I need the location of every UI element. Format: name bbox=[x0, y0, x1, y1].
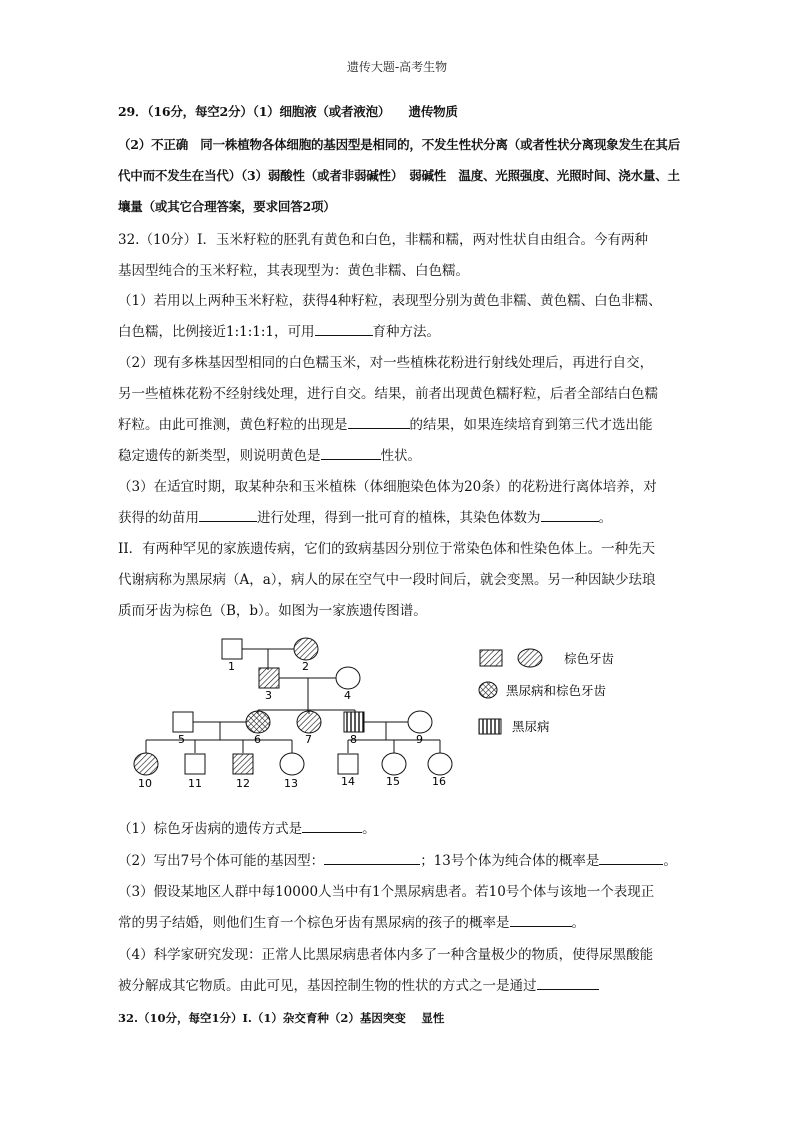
individual-2-female-brown-teeth bbox=[294, 638, 318, 660]
label-14: 14 bbox=[341, 775, 355, 788]
legend-brown-teeth-male-symbol bbox=[480, 650, 502, 666]
individual-16-female bbox=[428, 753, 452, 775]
q32-ii-sub3-post: 。 bbox=[571, 915, 585, 931]
individual-14-male bbox=[338, 754, 358, 774]
label-1: 1 bbox=[228, 660, 235, 673]
label-4: 4 bbox=[344, 689, 351, 702]
q32-part2-text-pre: 籽粒。由此可推测，黄色籽粒的出现是 bbox=[118, 417, 348, 433]
answer-blank[interactable] bbox=[541, 506, 599, 522]
pedigree-chart bbox=[118, 630, 638, 800]
label-15: 15 bbox=[386, 775, 400, 788]
answer-blank[interactable] bbox=[199, 506, 257, 522]
q32-part2-line3 bbox=[118, 410, 680, 441]
q32-ii-sub2-pre: （2）写出7号个体可能的基因型： bbox=[118, 853, 325, 869]
q32-part2-text-post2: 性状。 bbox=[380, 448, 421, 464]
answer-blank[interactable] bbox=[348, 413, 410, 429]
answer-blank[interactable] bbox=[324, 849, 420, 865]
individual-10-female-brown-teeth bbox=[134, 753, 158, 775]
page-header: 遗传大题-高考生物 bbox=[346, 60, 448, 74]
answer-blank[interactable] bbox=[537, 974, 599, 990]
label-11: 11 bbox=[188, 777, 202, 790]
answer29-line3: 代中而不发生在当代）（3）弱酸性（或者非弱碱性） 弱碱性 温度、光照强度、光照时间、浇水量、土 bbox=[118, 168, 680, 183]
label-8: 8 bbox=[350, 733, 357, 746]
q32-part2-line1: （2）现有多株基因型相同的白色糯玉米，对一些植株花粉进行射线处理后，再进行自交， bbox=[118, 355, 654, 371]
q32-part2-line4 bbox=[118, 441, 680, 472]
answer-blank[interactable] bbox=[321, 444, 381, 460]
individual-6-female-both bbox=[246, 711, 270, 733]
q32-ii-sub2 bbox=[118, 846, 680, 877]
individual-5-male bbox=[173, 712, 193, 732]
individual-4-female bbox=[336, 667, 360, 689]
q32-ii-sub4-line2 bbox=[118, 971, 680, 1002]
individual-1-male bbox=[222, 639, 242, 659]
q32-part1-line2 bbox=[118, 317, 680, 348]
individual-11-male bbox=[185, 754, 205, 774]
q32-part2-text-pre2: 稳定遗传的新类型，则说明黄色是 bbox=[118, 448, 321, 464]
label-10: 10 bbox=[138, 777, 152, 790]
answer32: 32.（10分，每空1分）I.（1）杂交育种（2）基因突变 显性 bbox=[118, 1011, 445, 1025]
individual-13-female bbox=[280, 753, 304, 775]
individual-3-male-brown-teeth bbox=[259, 668, 279, 688]
legend-brown-teeth-label: 棕色牙齿 bbox=[564, 651, 615, 666]
label-16: 16 bbox=[432, 775, 446, 788]
individual-12-male-brown-teeth bbox=[233, 754, 253, 774]
answer29-line4: 壤量（或其它合理答案，要求回答2项） bbox=[118, 199, 336, 214]
q32-part3-text-mid: 进行处理，得到一批可育的植株，其染色体数为 bbox=[257, 510, 541, 526]
q32-part1-text-pre: 白色糯，比例接近1:1:1:1，可用 bbox=[118, 324, 315, 340]
answer-blank[interactable] bbox=[510, 911, 572, 927]
q32-ii-sub1-pre: （1）棕色牙齿病的遗传方式是 bbox=[118, 821, 303, 837]
label-9: 9 bbox=[416, 733, 423, 746]
label-6: 6 bbox=[254, 733, 261, 746]
q32-ii-sub4-pre: 被分解成其它物质。由此可见，基因控制生物的性状的方式之一是通过 bbox=[118, 978, 537, 994]
label-5: 5 bbox=[178, 733, 185, 746]
q32-ii-sub1 bbox=[118, 814, 680, 845]
q32-intro-line2: 基因型纯合的玉米籽粒，其表现型为：黄色非糯、白色糯。 bbox=[118, 263, 469, 279]
q32-part3-text-post: 。 bbox=[598, 510, 612, 526]
q32-part1-text-post: 育种方法。 bbox=[372, 324, 441, 340]
label-3: 3 bbox=[265, 689, 272, 702]
individual-7-female-brown-teeth bbox=[297, 711, 321, 733]
legend-both-symbol bbox=[479, 682, 497, 698]
q32-part3-text-pre: 获得的幼苗用 bbox=[118, 510, 199, 526]
legend-brown-teeth-female-symbol bbox=[518, 649, 542, 667]
q32-ii-sub2-mid: ；13号个体为纯合体的概率是 bbox=[420, 853, 600, 869]
q32-ii-sub3-line2 bbox=[118, 908, 680, 939]
q32-ii-line3: 质而牙齿为棕色（B，b）。如图为一家族遗传图谱。 bbox=[118, 603, 427, 619]
individual-9-female bbox=[408, 711, 432, 733]
q32-ii-sub3-line1: （3）假设某地区人群中每10000人当中有1个黑尿病患者。若10号个体与该地一个表现正 bbox=[118, 884, 655, 900]
individual-8-male-alkaptonuria bbox=[344, 712, 364, 732]
answer-blank[interactable] bbox=[315, 320, 373, 336]
answer-blank[interactable] bbox=[599, 849, 663, 865]
label-12: 12 bbox=[236, 777, 250, 790]
q32-part2-text-post: 的结果，如果连续培育到第三代才选出能 bbox=[409, 417, 653, 433]
q32-part1-line1: （1）若用以上两种玉米籽粒，获得4种籽粒，表现型分别为黄色非糯、黄色糯、白色非糯、 bbox=[118, 293, 662, 309]
legend-both-label: 黑尿病和棕色牙齿 bbox=[506, 683, 607, 698]
label-2: 2 bbox=[302, 660, 309, 673]
q32-part3-line1: （3）在适宜时期，取某种杂和玉米植株（体细胞染色体为20条）的花粉进行离体培养，对 bbox=[118, 479, 657, 495]
q32-intro-line1: 32.（10分）I．玉米籽粒的胚乳有黄色和白色，非糯和糯，两对性状自由组合。今有两种 bbox=[118, 232, 648, 248]
answer-blank[interactable] bbox=[302, 817, 362, 833]
answer29-line2: （2）不正确 同一株植物各体细胞的基因型是相同的，不发生性状分离（或者性状分离现象发生在其后 bbox=[118, 137, 680, 152]
q32-ii-sub4-line1: （4）科学家研究发现：正常人比黑尿病患者体内多了一种含量极少的物质，使得尿黑酸能 bbox=[118, 947, 654, 963]
q32-ii-line2: 代谢病称为黑尿病（A，a），病人的尿在空气中一段时间后，就会变黑。另一种因缺少珐琅 bbox=[118, 572, 656, 588]
q32-ii-sub1-post: 。 bbox=[362, 821, 376, 837]
legend-alkaptonuria-symbol bbox=[479, 719, 501, 734]
answer29-line1: 29．（16分，每空2分）（1）细胞液（或者液泡） 遗传物质 bbox=[118, 104, 458, 119]
individual-15-female bbox=[382, 753, 406, 775]
legend-alkaptonuria-label: 黑尿病 bbox=[512, 719, 550, 734]
label-7: 7 bbox=[305, 733, 312, 746]
label-13: 13 bbox=[284, 777, 298, 790]
q32-ii-sub3-pre: 常的男子结婚，则他们生育一个棕色牙齿有黑尿病的孩子的概率是 bbox=[118, 915, 510, 931]
q32-part3-line2 bbox=[118, 503, 680, 534]
q32-part2-line2: 另一些植株花粉不经射线处理，进行自交。结果，前者出现黄色糯籽粒，后者全部结白色糯 bbox=[118, 386, 658, 402]
q32-ii-sub2-post: 。 bbox=[663, 853, 677, 869]
q32-ii-line1: II．有两种罕见的家族遗传病，它们的致病基因分别位于常染色体和性染色体上。一种先天 bbox=[118, 541, 656, 557]
